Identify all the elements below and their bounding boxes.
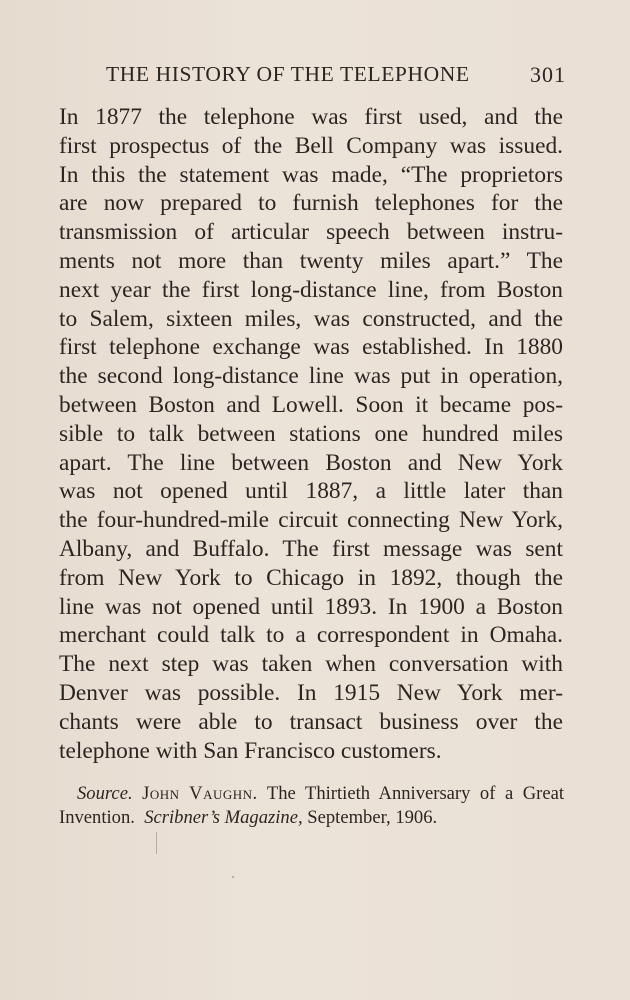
text-line: apart. The line between Boston and New York — [59, 449, 563, 476]
citation-title-end: Invention. — [59, 807, 135, 828]
text-line: ments not more than twenty miles apart.” The — [59, 247, 563, 274]
paper-blemish-dot — [232, 876, 234, 878]
text-line: was not opened until 1887, a little later than — [59, 478, 563, 505]
text-line: In this the statement was made, “The proprietors — [59, 161, 563, 188]
text-line: The next step was taken when conversation with — [59, 651, 563, 678]
citation-date: September, 1906. — [307, 807, 438, 828]
text-line: line was not opened until 1893. In 1900 a Boston — [59, 593, 563, 620]
text-line: from New York to Chicago in 1892, though the — [59, 564, 563, 591]
text-line: telephone with San Francisco customers. — [59, 737, 442, 764]
source-citation — [59, 782, 564, 830]
running-head — [106, 62, 566, 90]
citation-author: John Vaughn. — [142, 783, 258, 804]
text-line: next year the first long-distance line, from Boston — [59, 276, 563, 303]
text-line: Albany, and Buffalo. The first message was sent — [59, 535, 563, 562]
text-line: merchant could talk to a correspondent in Omaha. — [59, 622, 563, 649]
paper-blemish-line — [156, 832, 157, 854]
citation-line-2 — [59, 806, 564, 830]
running-head-title: THE HISTORY OF THE TELEPHONE — [106, 62, 470, 86]
citation-title-start: The Thirtieth Anniversary of a Great — [266, 783, 564, 804]
text-line: the four-hundred-mile circuit connecting New York, — [59, 507, 563, 534]
citation-magazine: Scribner’s Magazine, — [144, 807, 303, 828]
text-line: to Salem, sixteen miles, was constructed, and the — [59, 305, 563, 332]
text-line: first telephone exchange was established. In 1880 — [59, 334, 563, 361]
text-line: sible to talk between stations one hundred miles — [59, 420, 563, 447]
text-line: Denver was possible. In 1915 New York mer- — [59, 679, 563, 706]
text-line: are now prepared to furnish telephones for the — [59, 190, 563, 217]
text-line: first prospectus of the Bell Company was issued. — [59, 132, 563, 159]
text-line: between Boston and Lowell. Soon it became pos- — [59, 391, 563, 418]
text-line: the second long-distance line was put in operation, — [59, 363, 563, 390]
citation-line-1 — [59, 782, 564, 806]
text-line: transmission of articular speech between instru- — [59, 219, 563, 246]
body-paragraph — [59, 103, 563, 765]
page-number: 301 — [530, 62, 566, 87]
text-line: In 1877 the telephone was first used, and the — [59, 104, 563, 130]
source-label: Source. — [77, 783, 133, 804]
text-line: chants were able to transact business over the — [59, 708, 563, 735]
